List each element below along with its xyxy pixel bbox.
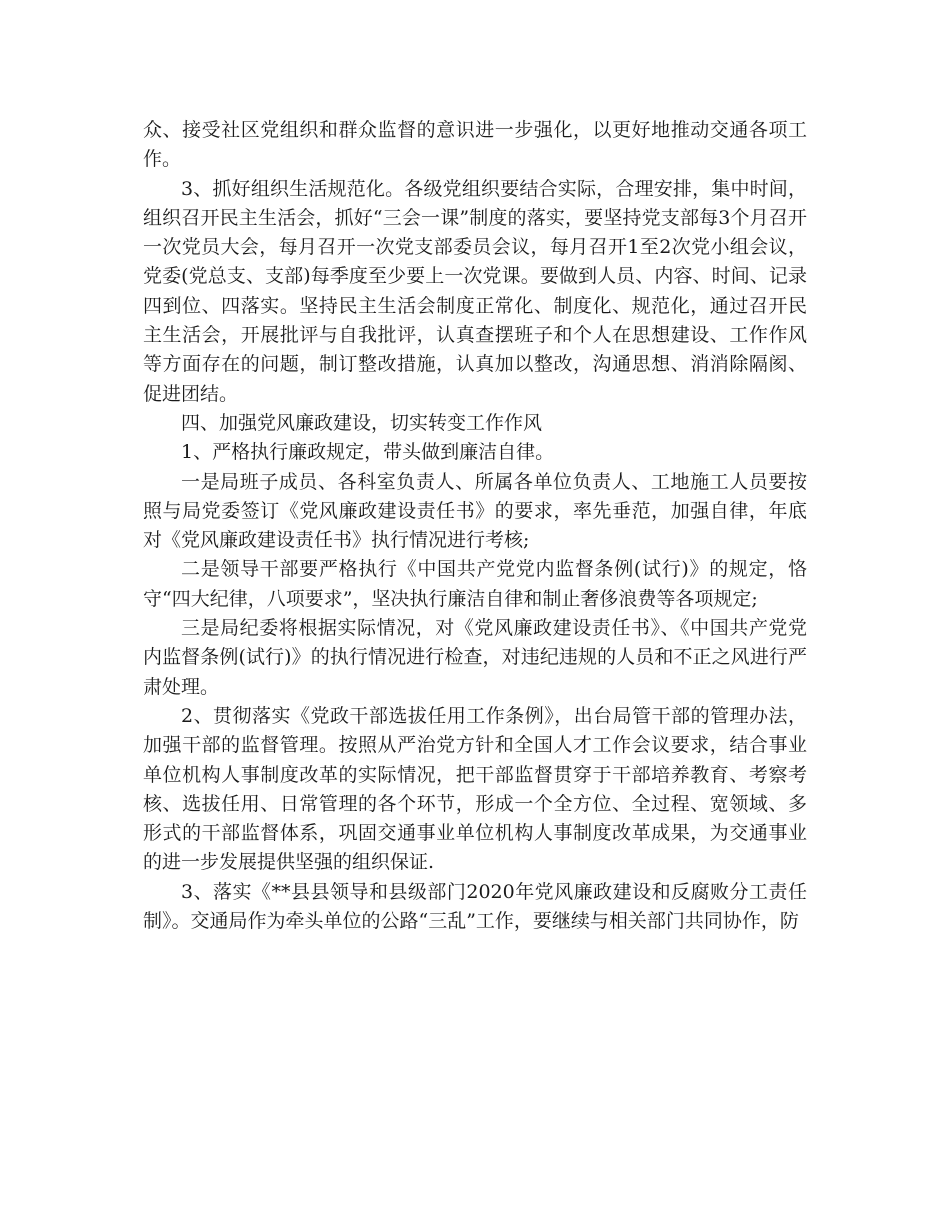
subheading-integrity-rules: 1、严格执行廉政规定，带头做到廉洁自律。 — [181, 441, 555, 464]
paragraph-responsibility-system: 3、落实《**县县领导和县级部门2020年党风廉政建设和反腐败分工责任制》。交通局作为牵头单位的公路“三乱”工作，要继续与相关部门共同协作，防 — [143, 880, 807, 933]
paragraph-cadre-supervision: 2、贯彻落实《党政干部选拔任用工作条例》，出台局管干部的管理办法，加强干部的监督管理。按照从严治党方针和全国人才工作会议要求，结合事业单位机构人事制度改革的实际情况，把干部监督贯穿于干部培养教育、考察考核、选拔任用、日常管理的各个环节，形成一个全方位、全过程、宽领域、多形式的干部监督体系，巩固交通事业单位机构人事制度改革成果，为交通事业的进一步发展提供坚强的组织保证. — [143, 704, 807, 874]
paragraph-continuation: 众、接受社区党组织和群众监督的意识进一步强化，以更好地推动交通各项工作。 — [143, 119, 807, 171]
document-body — [143, 116, 807, 936]
paragraph-item-three: 三是局纪委将根据实际情况，对《党风廉政建设责任书》、《中国共产党党内监督条例(试行)》的执行情况进行检查，对违纪违规的人员和不正之风进行严肃处理。 — [143, 617, 807, 698]
paragraph-item-two: 二是领导干部要严格执行《中国共产党党内监督条例(试行)》的规定，恪守“四大纪律，八项要求”，坚决执行廉洁自律和制止奢侈浪费等各项规定; — [143, 558, 807, 610]
paragraph-item-one: 一是局班子成员、各科室负责人、所属各单位负责人、工地施工人员要按照与局党委签订《党风廉政建设责任书》的要求，率先垂范，加强自律，年底对《党风廉政建设责任书》执行情况进行考核; — [143, 470, 807, 552]
paragraph-organizational-life: 3、抓好组织生活规范化。各级党组织要结合实际，合理安排，集中时间，组织召开民主生活会，抓好“三会一课”制度的落实，要坚持党支部每3个月召开一次党员大会，每月召开一次党支部委员会议，每月召开1至2次党小组会议，党委(党总支、支部)每季度至少要上一次党课。要做到人员、内容、时间、记录四到位、四落实。坚持民主生活会制度正常化、制度化、规范化，通过召开民主生活会，开展批评与自我批评，认真查摆班子和个人在思想建设、工作作风等方面存在的问题，制订整改措施，认真加以整改，沟通思想、消消除隔阂、促进团结。 — [143, 177, 807, 405]
section-heading-four: 四、加强党风廉政建设，切实转变工作作风 — [181, 411, 543, 434]
